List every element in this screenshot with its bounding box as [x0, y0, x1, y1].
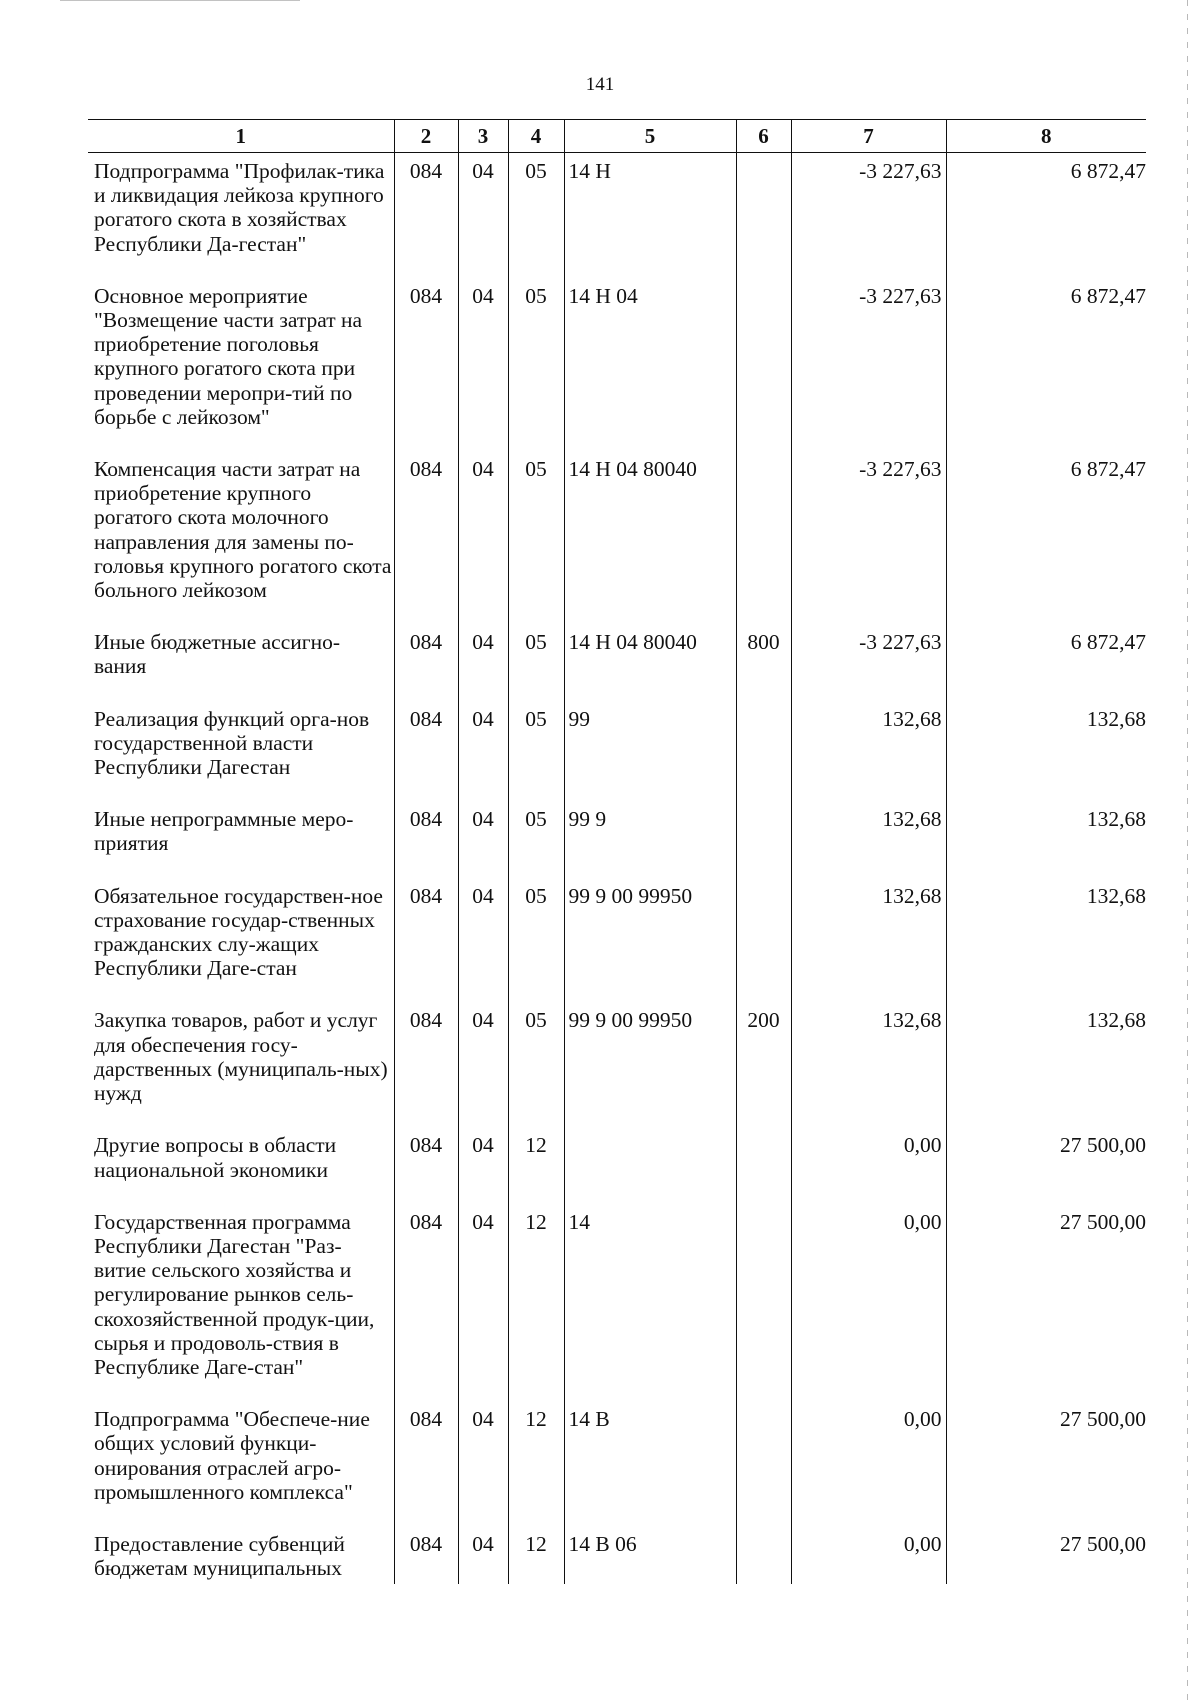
- row-section-code: 04: [458, 878, 508, 1003]
- row-subsection-code: 05: [508, 451, 564, 624]
- row-amount-change: -3 227,63: [791, 153, 946, 278]
- table-row: [88, 1204, 1146, 1401]
- row-subsection-code: 12: [508, 1204, 564, 1401]
- row-subsection-code: 12: [508, 1127, 564, 1203]
- row-expense-type: [736, 801, 791, 877]
- table-row: [88, 1002, 1146, 1127]
- row-target-code: 99 9 00 99950: [564, 878, 736, 1003]
- row-target-code: 14 Н 04 80040: [564, 624, 736, 700]
- table-row: [88, 451, 1146, 624]
- row-amount-change: 0,00: [791, 1127, 946, 1203]
- row-target-code: 14 Н 04: [564, 278, 736, 451]
- row-amount-change: 0,00: [791, 1526, 946, 1584]
- row-ministry-code: 084: [394, 1204, 458, 1401]
- table-row: [88, 801, 1146, 877]
- scan-artifact-right-edge: [1187, 0, 1188, 1704]
- row-expense-type: [736, 1526, 791, 1584]
- row-amount-change: 132,68: [791, 801, 946, 877]
- row-name: Обязательное государствен-ное страхование государ-ственных гражданских слу-жащих Республики Даге-стан: [94, 883, 383, 981]
- row-amount-change: -3 227,63: [791, 278, 946, 451]
- row-subsection-code: 12: [508, 1526, 564, 1584]
- row-ministry-code: 084: [394, 701, 458, 802]
- row-target-code: 14 Н 04 80040: [564, 451, 736, 624]
- row-amount-change: 132,68: [791, 701, 946, 802]
- row-name: Реализация функций орга-нов государственной власти Республики Дагестан: [94, 706, 370, 780]
- row-amount-total: 27 500,00: [946, 1526, 1146, 1584]
- page-number: 141: [585, 74, 615, 95]
- row-subsection-code: 05: [508, 153, 564, 278]
- table-row: [88, 1526, 1146, 1584]
- row-target-code: 99: [564, 701, 736, 802]
- column-header-3: 3: [458, 120, 508, 153]
- table-header-row: [88, 120, 1146, 153]
- row-expense-type: [736, 1127, 791, 1203]
- row-name: Иные непрограммные меро-приятия: [94, 807, 354, 856]
- row-ministry-code: 084: [394, 801, 458, 877]
- row-section-code: 04: [458, 278, 508, 451]
- table-row: [88, 624, 1146, 700]
- row-amount-change: 132,68: [791, 878, 946, 1003]
- row-subsection-code: 05: [508, 801, 564, 877]
- row-ministry-code: 084: [394, 1401, 458, 1526]
- row-name: Государственная программа Республики Дагестан "Раз-витие сельского хозяйства и регулирование рынков сель-скохозяйственной продук-ции, сырья и продоволь-ствия в Республике Даге-стан": [94, 1209, 375, 1379]
- row-target-code: [564, 1127, 736, 1203]
- row-ministry-code: 084: [394, 451, 458, 624]
- column-header-5: 5: [564, 120, 736, 153]
- column-header-4: 4: [508, 120, 564, 153]
- row-target-code: 14: [564, 1204, 736, 1401]
- row-target-code: 14 Н: [564, 153, 736, 278]
- row-section-code: 04: [458, 624, 508, 700]
- column-header-6: 6: [736, 120, 791, 153]
- row-amount-total: 6 872,47: [946, 624, 1146, 700]
- row-section-code: 04: [458, 1204, 508, 1401]
- row-subsection-code: 05: [508, 278, 564, 451]
- row-ministry-code: 084: [394, 624, 458, 700]
- row-subsection-code: 05: [508, 878, 564, 1003]
- row-amount-total: 132,68: [946, 878, 1146, 1003]
- row-expense-type: [736, 451, 791, 624]
- row-amount-change: 132,68: [791, 1002, 946, 1127]
- row-amount-change: 0,00: [791, 1204, 946, 1401]
- table-row: [88, 1401, 1146, 1526]
- row-expense-type: [736, 701, 791, 802]
- row-section-code: 04: [458, 1401, 508, 1526]
- row-name: Подпрограмма "Профилак-тика и ликвидация лейкоза крупного рогатого скота в хозяйствах Республики Да-гестан": [94, 159, 385, 256]
- row-amount-total: 132,68: [946, 701, 1146, 802]
- table-row: [88, 278, 1146, 451]
- row-expense-type: [736, 278, 791, 451]
- row-section-code: 04: [458, 1002, 508, 1127]
- row-subsection-code: 05: [508, 1002, 564, 1127]
- row-amount-total: 27 500,00: [946, 1401, 1146, 1526]
- row-ministry-code: 084: [394, 878, 458, 1003]
- row-name: Компенсация части затрат на приобретение крупного рогатого скота молочного направления для замены по-головья крупного рогатого скота больного лейкозом: [94, 457, 392, 603]
- row-amount-total: 6 872,47: [946, 278, 1146, 451]
- row-name: Иные бюджетные ассигно-вания: [94, 630, 340, 679]
- row-ministry-code: 084: [394, 1002, 458, 1127]
- row-expense-type: [736, 153, 791, 278]
- column-header-1: 1: [88, 120, 394, 153]
- row-ministry-code: 084: [394, 1526, 458, 1584]
- budget-table: [88, 119, 1146, 1584]
- row-section-code: 04: [458, 1526, 508, 1584]
- column-header-8: 8: [946, 120, 1146, 153]
- row-name: Основное мероприятие "Возмещение части затрат на приобретение поголовья крупного рогатого скота при проведении меропри-тий по борьбе с лейкозом": [94, 283, 363, 429]
- row-ministry-code: 084: [394, 1127, 458, 1203]
- row-expense-type: [736, 878, 791, 1003]
- row-name: Предоставление субвенций бюджетам муниципальных: [94, 1531, 345, 1581]
- table-row: [88, 878, 1146, 1003]
- table-row: [88, 1127, 1146, 1203]
- row-expense-type: [736, 1401, 791, 1526]
- row-amount-total: 27 500,00: [946, 1204, 1146, 1401]
- row-subsection-code: 05: [508, 624, 564, 700]
- row-subsection-code: 12: [508, 1401, 564, 1526]
- row-amount-total: 132,68: [946, 801, 1146, 877]
- row-ministry-code: 084: [394, 278, 458, 451]
- row-name: Закупка товаров, работ и услуг для обеспечения госу-дарственных (муниципаль-ных) нужд: [94, 1008, 388, 1106]
- row-section-code: 04: [458, 1127, 508, 1203]
- row-amount-change: -3 227,63: [791, 624, 946, 700]
- row-expense-type: 200: [736, 1002, 791, 1127]
- row-section-code: 04: [458, 701, 508, 802]
- table-row: [88, 153, 1146, 278]
- row-amount-total: 132,68: [946, 1002, 1146, 1127]
- row-target-code: 99 9: [564, 801, 736, 877]
- row-section-code: 04: [458, 451, 508, 624]
- row-amount-total: 6 872,47: [946, 451, 1146, 624]
- row-subsection-code: 05: [508, 701, 564, 802]
- row-amount-change: -3 227,63: [791, 451, 946, 624]
- row-section-code: 04: [458, 801, 508, 877]
- table-row: [88, 701, 1146, 802]
- row-name: Другие вопросы в области национальной экономики: [94, 1133, 337, 1182]
- row-amount-total: 27 500,00: [946, 1127, 1146, 1203]
- row-ministry-code: 084: [394, 153, 458, 278]
- row-amount-total: 6 872,47: [946, 153, 1146, 278]
- row-section-code: 04: [458, 153, 508, 278]
- column-header-7: 7: [791, 120, 946, 153]
- row-target-code: 14 В: [564, 1401, 736, 1526]
- row-target-code: 14 В 06: [564, 1526, 736, 1584]
- row-expense-type: [736, 1204, 791, 1401]
- row-target-code: 99 9 00 99950: [564, 1002, 736, 1127]
- scan-artifact-top-line: [60, 0, 300, 1]
- row-amount-change: 0,00: [791, 1401, 946, 1526]
- column-header-2: 2: [394, 120, 458, 153]
- row-name: Подпрограмма "Обеспече-ние общих условий функци-онирования отраслей агро-промышленного комплекса": [94, 1407, 370, 1504]
- row-expense-type: 800: [736, 624, 791, 700]
